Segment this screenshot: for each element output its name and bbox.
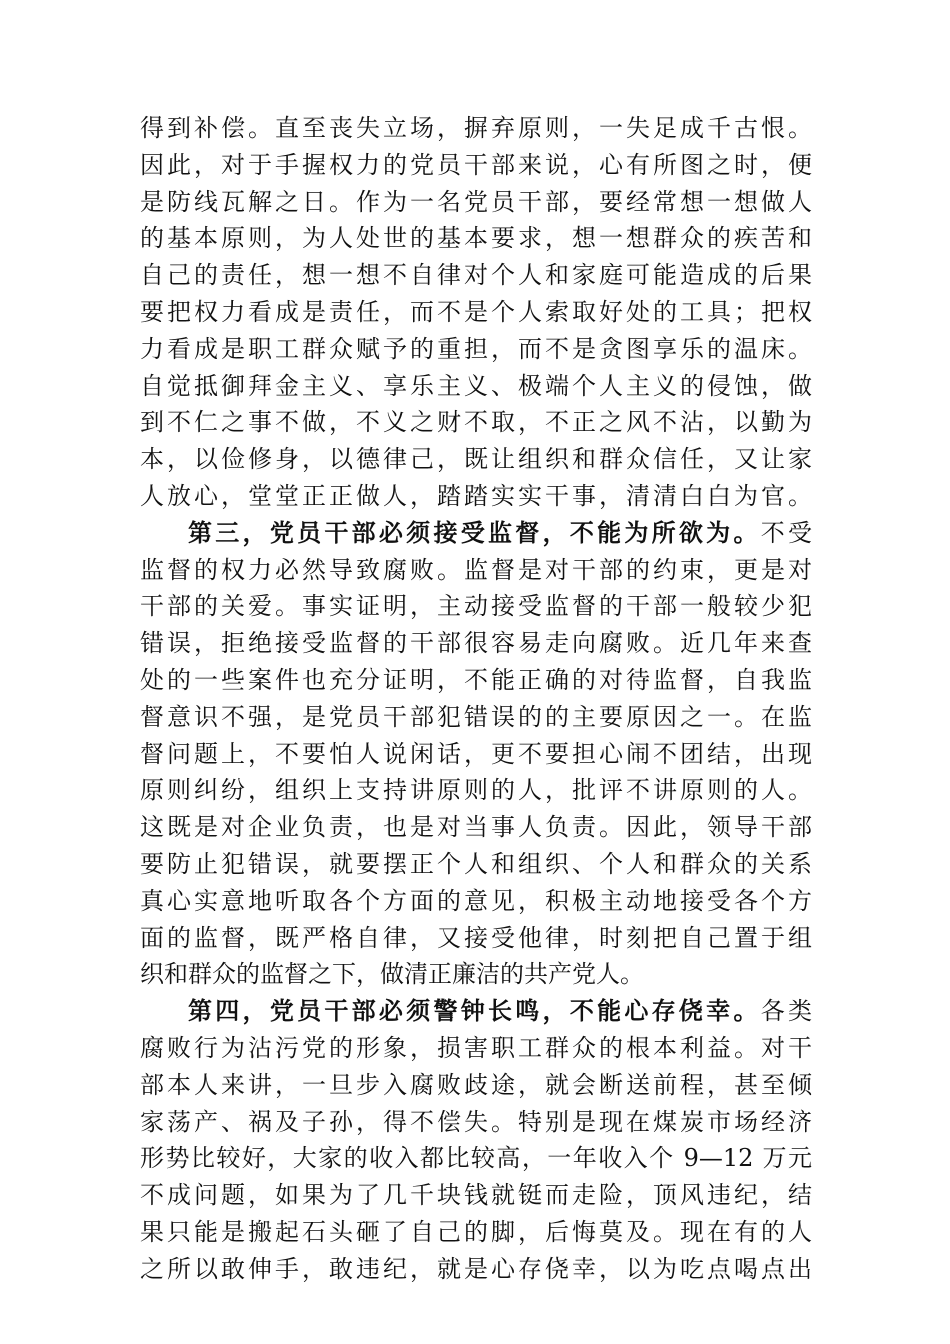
text-line: 错误，拒绝接受监督的干部很容易走向腐败。近几年来查 <box>140 629 812 658</box>
text-line: 真心实意地听取各个方面的意见，积极主动地接受各个方 <box>140 886 812 915</box>
text-line: 织和群众的监督之下，做清正廉洁的共产党人。 <box>140 960 644 989</box>
text-line: 不成问题，如果为了几千块钱就铤而走险，顶风违纪，结 <box>140 1181 812 1210</box>
text-line: 督问题上，不要怕人说闲话，更不要担心闹不团结，出现 <box>140 739 812 768</box>
text-line: 到不仁之事不做，不义之财不取，不正之风不沾，以勤为 <box>140 408 812 437</box>
text-fragment: 各类 <box>760 997 812 1026</box>
text-line: 人放心，堂堂正正做人，踏踏实实干事，清清白白为官。 <box>140 481 812 510</box>
paragraph-first-line <box>140 515 812 552</box>
text-line: 要把权力看成是责任，而不是个人索取好处的工具；把权 <box>140 297 812 326</box>
document-page <box>140 110 812 1288</box>
text-line: 是防线瓦解之日。作为一名党员干部，要经常想一想做人 <box>140 187 812 216</box>
text-line: 家荡产、祸及子孙，得不偿失。特别是现在煤炭市场经济 <box>140 1107 812 1136</box>
text-line: 面的监督，既严格自律，又接受他律，时刻把自己置于组 <box>140 923 812 952</box>
text-line: 自己的责任，想一想不自律对个人和家庭可能造成的后果 <box>140 261 812 290</box>
text-line: 力看成是职工群众赋予的重担，而不是贪图享乐的温床。 <box>140 334 812 363</box>
text-line: 因此，对于手握权力的党员干部来说，心有所图之时，便 <box>140 150 812 179</box>
text-line: 监督的权力必然导致腐败。监督是对干部的约束，更是对 <box>140 555 812 584</box>
paragraph-2 <box>140 515 812 993</box>
text-fragment: 不受 <box>760 518 812 547</box>
text-line: 原则纠纷，组织上支持讲原则的人，批评不讲原则的人。 <box>140 776 812 805</box>
text-line: 之所以敢伸手，敢违纪，就是心存侥幸，以为吃点喝点出 <box>140 1254 812 1283</box>
text-line: 得到补偿。直至丧失立场，摒弃原则，一失足成千古恨。 <box>140 114 812 142</box>
text-line: 的基本原则，为人处世的基本要求，想一想群众的疾苦和 <box>140 224 812 253</box>
paragraph-first-line <box>140 993 812 1030</box>
text-line: 部本人来讲，一旦步入腐败歧途，就会断送前程，甚至倾 <box>140 1070 812 1099</box>
text-line: 自觉抵御拜金主义、享乐主义、极端个人主义的侵蚀，做 <box>140 371 812 400</box>
text-line: 形势比较好，大家的收入都比较高，一年收入个 9—12 万元 <box>140 1144 812 1173</box>
section-heading: 第三，党员干部必须接受监督，不能为所欲为。 <box>188 517 761 547</box>
text-line: 要防止犯错误，就要摆正个人和组织、个人和群众的关系 <box>140 849 812 878</box>
text-line: 督意识不强，是党员干部犯错误的的主要原因之一。在监 <box>140 702 812 731</box>
text-line: 干部的关爱。事实证明，主动接受监督的干部一般较少犯 <box>140 592 812 621</box>
text-line: 腐败行为沾污党的形象，损害职工群众的根本利益。对干 <box>140 1033 812 1062</box>
section-heading: 第四，党员干部必须警钟长鸣，不能心存侥幸。 <box>188 996 761 1026</box>
text-line: 本，以俭修身，以德律己，既让组织和群众信任，又让家 <box>140 445 812 474</box>
text-line: 果只能是搬起石头砸了自己的脚，后悔莫及。现在有的人 <box>140 1217 812 1246</box>
paragraph-3 <box>140 993 812 1287</box>
text-line: 这既是对企业负责，也是对当事人负责。因此，领导干部 <box>140 813 812 842</box>
text-line: 处的一些案件也充分证明，不能正确的对待监督，自我监 <box>140 665 812 694</box>
paragraph-1 <box>140 110 812 515</box>
